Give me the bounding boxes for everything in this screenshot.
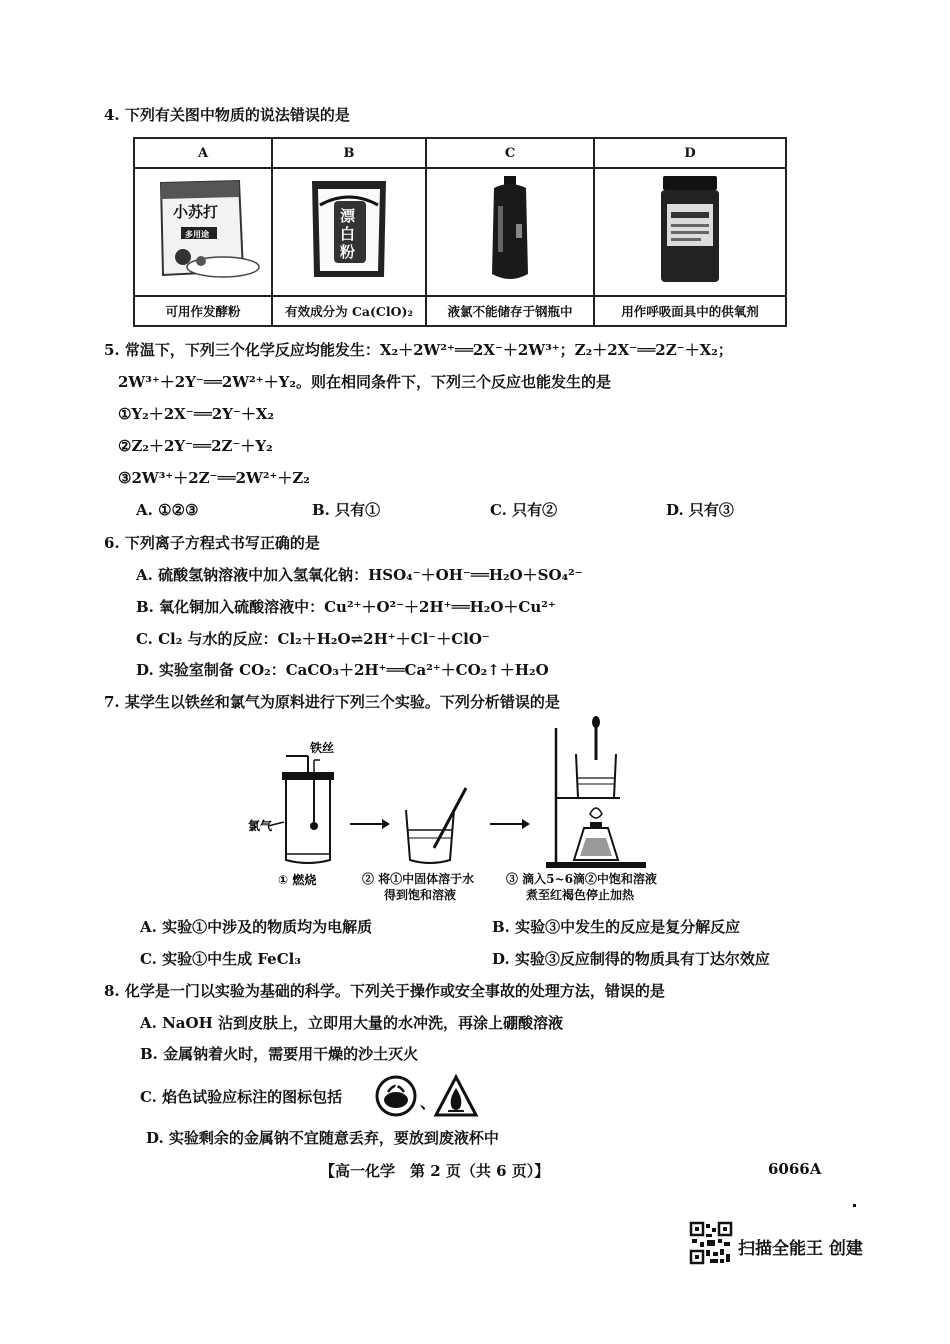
step3-label-line2: 煮至红褐色停止加热 xyxy=(526,888,635,902)
q4-caption-d: 用作呼吸面具中的供氧剂 xyxy=(594,296,786,326)
q6-option-b: B. 氧化铜加入硫酸溶液中：Cu²⁺＋O²⁻＋2H⁺══H₂O＋Cu²⁺ xyxy=(136,598,556,616)
steel-cylinder-image xyxy=(480,174,540,286)
q8-option-c: C. 焰色试验应标注的图标包括 xyxy=(140,1088,343,1106)
pack-b-char-2: 白 xyxy=(340,225,356,243)
q4-image-c xyxy=(426,168,594,296)
q4-caption-b: 有效成分为 Ca(ClO)₂ xyxy=(272,296,426,326)
reagent-bottle-image xyxy=(655,174,725,286)
q7-option-a: A. 实验①中涉及的物质均为电解质 xyxy=(140,918,373,936)
q5-stem-line1: 5. 常温下，下列三个化学反应均能发生：X₂＋2W²⁺══2X⁻＋2W³⁺；Z₂＋2X⁻══2Z⁻＋X₂； xyxy=(104,341,733,359)
q4-header-a: A xyxy=(134,138,272,168)
icon-separator: 、 xyxy=(420,1093,437,1112)
step3-label-line1: ③ 滴入5~6滴②中饱和溶液 xyxy=(506,872,657,886)
q4-header-b: B xyxy=(272,138,426,168)
q7-option-b: B. 实验③中发生的反应是复分解反应 xyxy=(492,918,741,936)
q4-stem: 4. 下列有关图中物质的说法错误的是 xyxy=(104,106,350,124)
q8-option-a: A. NaOH 沾到皮肤上，立即用大量的水冲洗，再涂上硼酸溶液 xyxy=(140,1014,563,1032)
q4-caption-c: 液氯不能储存于钢瓶中 xyxy=(426,296,594,326)
q8-option-b: B. 金属钠着火时，需要用干燥的沙土灭火 xyxy=(140,1045,419,1063)
q5-option-b: B. 只有① xyxy=(312,501,381,519)
beaker-dissolving xyxy=(406,788,466,863)
watermark-text: 扫描全能王 创建 xyxy=(738,1239,863,1259)
q8-option-d: D. 实验剩余的金属钠不宜随意丢弃，要放到废液杯中 xyxy=(146,1129,499,1147)
q4-image-a xyxy=(134,168,272,296)
speck xyxy=(853,1204,856,1207)
step2-label-line1: ② 将①中固体溶于水 xyxy=(362,872,475,886)
qr-code-icon xyxy=(690,1222,732,1264)
flame-warning-icon xyxy=(436,1077,476,1115)
bleach-powder-bag-image xyxy=(304,175,394,285)
hot-surface-icon xyxy=(377,1077,415,1115)
q5-option-a: A. ①②③ xyxy=(136,501,199,519)
q6-option-a: A. 硫酸氢钠溶液中加入氢氧化钠：HSO₄⁻＋OH⁻══H₂O＋SO₄²⁻ xyxy=(136,566,583,584)
q5-reaction-2: ②Z₂＋2Y⁻══2Z⁻＋Y₂ xyxy=(118,437,273,455)
heating-stand xyxy=(546,716,646,868)
exam-code: 6066A xyxy=(768,1160,822,1178)
pack-a-sub: 多用途 xyxy=(185,230,209,239)
q4-caption-a: 可用作发酵粉 xyxy=(134,296,272,326)
q4-header-d: D xyxy=(594,138,786,168)
label-iron-wire: 铁丝 xyxy=(310,741,335,755)
q6-option-c: C. Cl₂ 与水的反应：Cl₂＋H₂O⇌2H⁺＋Cl⁻＋ClO⁻ xyxy=(136,630,490,648)
q5-option-d: D. 只有③ xyxy=(666,501,734,519)
q4-image-d xyxy=(594,168,786,296)
q7-option-d: D. 实验③反应制得的物质具有丁达尔效应 xyxy=(492,950,770,968)
gas-jar-burning xyxy=(282,756,334,863)
baking-soda-bag-image xyxy=(143,175,263,285)
q5-option-c: C. 只有② xyxy=(490,501,558,519)
q5-reaction-3: ③2W³⁺＋2Z⁻══2W²⁺＋Z₂ xyxy=(118,469,310,487)
pack-b-char-1: 漂 xyxy=(340,207,356,225)
pack-a-text: 小苏打 xyxy=(173,203,219,221)
q5-reaction-1: ①Y₂＋2X⁻══2Y⁻＋X₂ xyxy=(118,405,275,423)
q5-stem-line2: 2W³⁺＋2Y⁻══2W²⁺＋Y₂。则在相同条件下，下列三个反应也能发生的是 xyxy=(118,373,611,391)
q7-stem: 7. 某学生以铁丝和氯气为原料进行下列三个实验。下列分析错误的是 xyxy=(104,693,560,711)
q6-stem: 6. 下列离子方程式书写正确的是 xyxy=(104,534,320,552)
q4-image-b xyxy=(272,168,426,296)
q8-safety-icons xyxy=(372,1074,480,1120)
q4-header-c: C xyxy=(426,138,594,168)
step1-label: ① 燃烧 xyxy=(278,873,317,887)
step2-label-line2: 得到饱和溶液 xyxy=(384,888,457,902)
q6-option-d: D. 实验室制备 CO₂：CaCO₃＋2H⁺══Ca²⁺＋CO₂↑＋H₂O xyxy=(136,661,549,679)
q7-option-c: C. 实验①中生成 FeCl₃ xyxy=(140,950,301,968)
page-footer: 【高一化学 第 2 页（共 6 页）】 xyxy=(320,1162,550,1180)
q4-table xyxy=(133,137,787,327)
q8-stem: 8. 化学是一门以实验为基础的科学。下列关于操作或安全事故的处理方法，错误的是 xyxy=(104,982,665,1000)
pack-b-char-3: 粉 xyxy=(340,243,356,261)
label-chlorine: 氯气 xyxy=(248,819,273,833)
